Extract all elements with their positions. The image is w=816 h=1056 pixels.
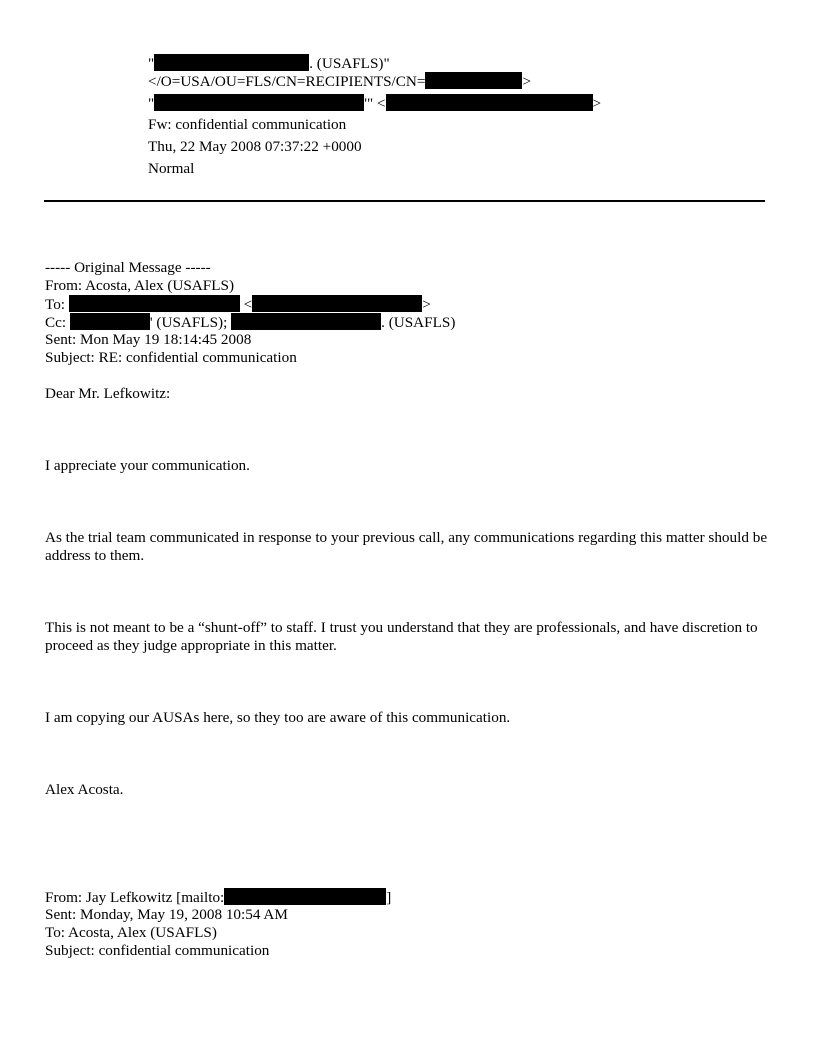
original-to-mid: < <box>243 296 253 313</box>
redaction-box <box>154 94 364 111</box>
quoted-to: To: Acosta, Alex (USAFLS) <box>45 924 217 941</box>
quoted-from-suffix: ] <box>386 889 392 906</box>
redaction-box <box>69 295 240 312</box>
date-value: Thu, 22 May 2008 07:37:22 +0000 <box>148 138 362 155</box>
from-suffix: . (USAFLS)" <box>309 55 390 72</box>
redaction-box <box>224 888 386 905</box>
subject-value: Fw: confidential communication <box>148 116 347 133</box>
original-separator: ----- Original Message ----- <box>45 259 211 276</box>
signature: Alex Acosta. <box>45 781 124 798</box>
redaction-box <box>154 54 309 71</box>
original-from: From: Acosta, Alex (USAFLS) <box>45 277 235 294</box>
original-to-suffix: > <box>422 296 431 313</box>
original-sent: Sent: Mon May 19 18:14:45 2008 <box>45 331 252 348</box>
quoted-subject: Subject: confidential communication <box>45 942 270 959</box>
original-cc-suffix: . (USAFLS) <box>381 314 456 331</box>
redaction-box <box>70 313 150 330</box>
redaction-box <box>252 295 422 312</box>
quoted-from-prefix: From: Jay Lefkowitz [mailto: <box>45 889 225 906</box>
redaction-box <box>231 313 381 330</box>
quoted-sent: Sent: Monday, May 19, 2008 10:54 AM <box>45 906 288 923</box>
redaction-box <box>425 72 522 89</box>
body-paragraph-2: As the trial team communicated in response to your previous call, any communications regarding this matter should be address to them. <box>45 529 768 564</box>
to-mid: '" < <box>364 95 386 112</box>
quoted-from <box>45 888 391 906</box>
body-paragraph-3: This is not meant to be a “shunt-off” to staff. I trust you understand that they are professionals, and have discretion to proceed as they judge appropriate in this matter. <box>45 619 758 654</box>
to-value <box>148 94 601 113</box>
body-paragraph-4: I am copying our AUSAs here, so they too are aware of this communication. <box>45 709 511 726</box>
to-quote-open: " <box>148 95 155 112</box>
greeting: Dear Mr. Lefkowitz: <box>45 385 171 402</box>
header-divider <box>44 200 765 202</box>
original-cc-mid: ' (USAFLS); <box>149 314 228 331</box>
body-paragraph-1: I appreciate your communication. <box>45 457 250 474</box>
to-suffix: > <box>592 95 602 112</box>
original-subject: Subject: RE: confidential communication <box>45 349 297 366</box>
from-value <box>148 54 390 73</box>
from-address-suffix: > <box>522 73 532 90</box>
original-cc <box>45 313 455 331</box>
original-to-prefix: To: <box>45 296 66 313</box>
original-to <box>45 295 431 313</box>
from-address-prefix: </O=USA/OU=FLS/CN=RECIPIENTS/CN= <box>148 73 426 90</box>
from-quote-open: " <box>148 55 155 72</box>
importance-value: Normal <box>148 160 195 177</box>
original-cc-prefix: Cc: <box>45 314 67 331</box>
from-address <box>148 72 531 91</box>
redaction-box <box>386 94 593 111</box>
